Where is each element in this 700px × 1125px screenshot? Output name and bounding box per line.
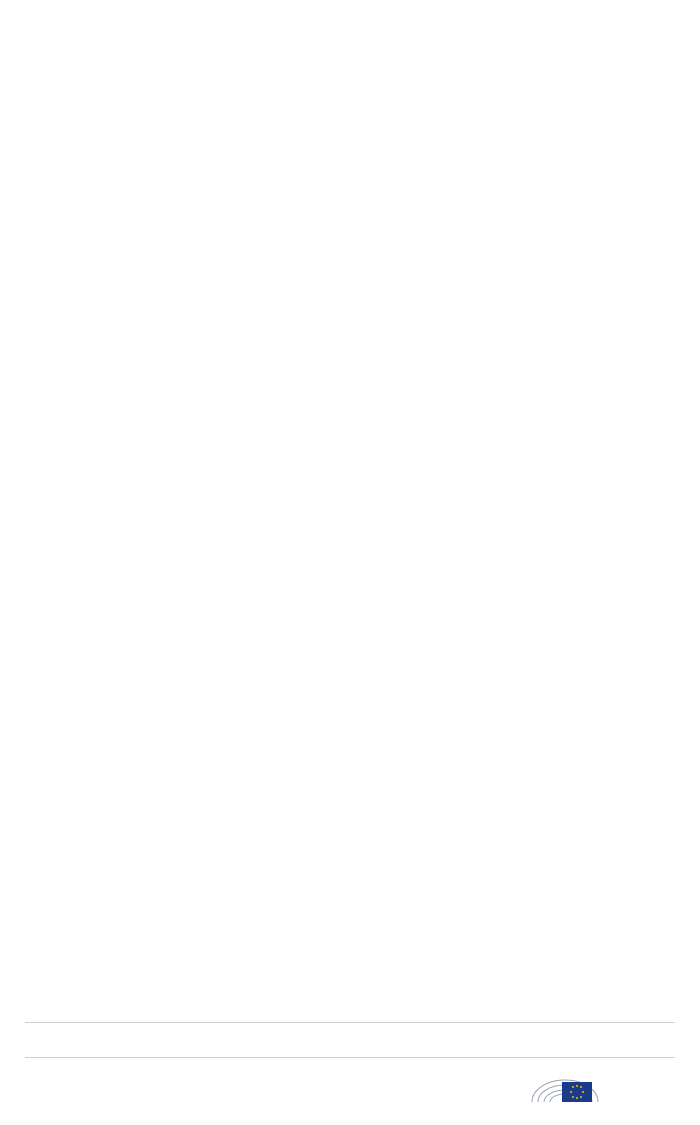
ep-logo-icon xyxy=(530,1066,680,1106)
divider xyxy=(25,1022,675,1023)
divider xyxy=(25,1057,675,1058)
